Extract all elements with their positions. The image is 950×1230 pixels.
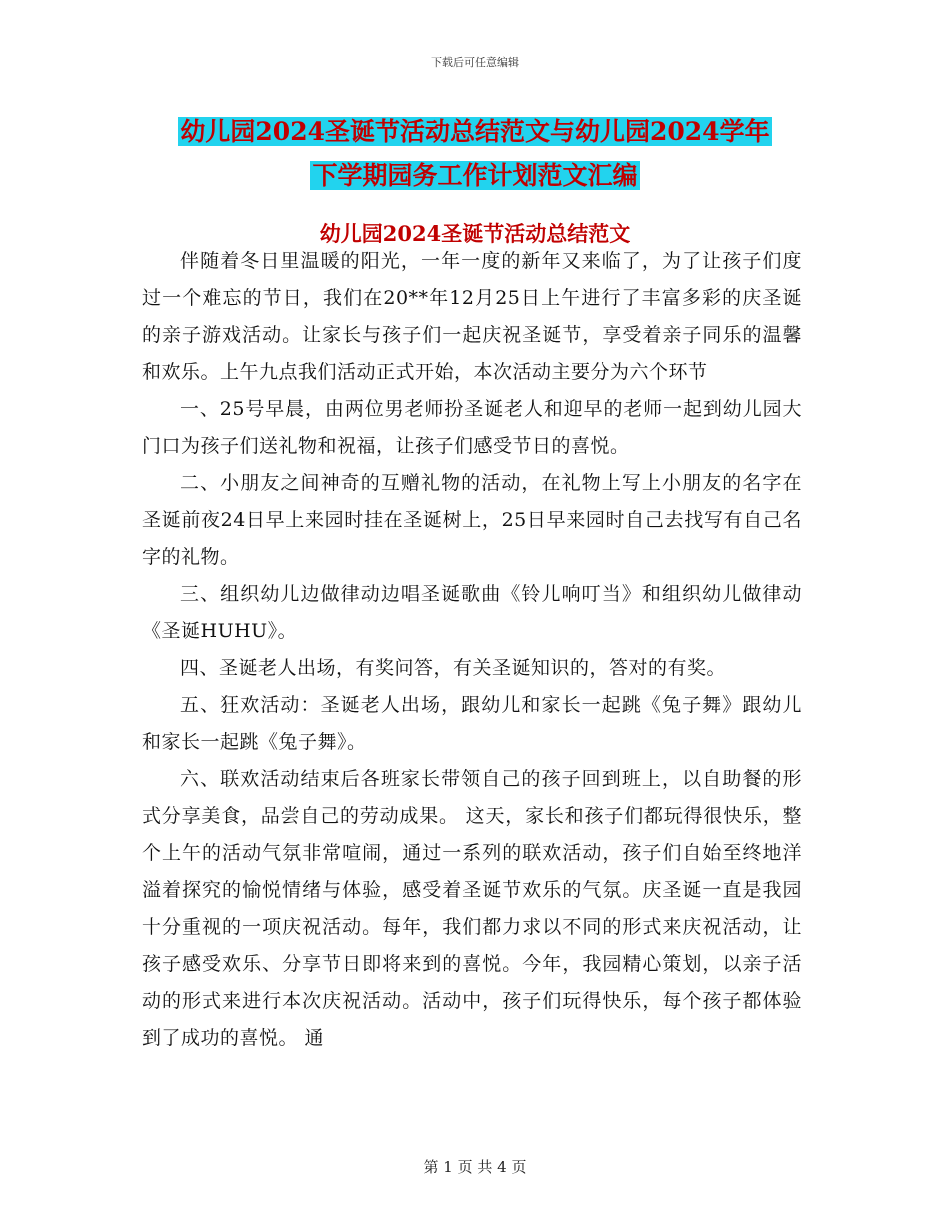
title-line-1: 幼儿园2024圣诞节活动总结范文与幼儿园2024学年 bbox=[180, 117, 770, 146]
page-footer: 第 1 页 共 4 页 bbox=[423, 1158, 527, 1176]
section-title: 幼儿园2024圣诞节活动总结范文 bbox=[319, 221, 631, 246]
title-line-2: 下学期园务工作计划范文汇编 bbox=[312, 161, 638, 190]
header-note: 下载后可任意编辑 bbox=[431, 56, 519, 69]
paragraph-item-3: 三、组织幼儿边做律动边唱圣诞歌曲《铃儿响叮当》和组织幼儿做律动《圣诞HUHU》。 bbox=[142, 583, 802, 642]
paragraph-item-6: 六、联欢活动结束后各班家长带领自己的孩子回到班上，以自助餐的形式分享美食，品尝自己的劳动成果。 这天，家长和孩子们都玩得很快乐，整个上午的活动气氛非常喧闹，通过一系列的联欢活动，孩子们自始至终地洋溢着探究的愉悦情绪与体验，感受着圣诞节欢乐的气氛。庆圣诞一直是我园十分重视的一项庆祝活动。每年，我们都力求以不同的形式来庆祝活动，让孩子感受欢乐、分享节日即将来到的喜悦。今年，我园精心策划，以亲子活动的形式来进行本次庆祝活动。活动中，孩子们玩得快乐，每个孩子都体验到了成功的喜悦。 通 bbox=[142, 768, 802, 1049]
paragraph-item-4: 四、圣诞老人出场，有奖问答，有关圣诞知识的，答对的有奖。 bbox=[180, 657, 727, 679]
paragraph-item-2: 二、小朋友之间神奇的互赠礼物的活动，在礼物上写上小朋友的名字在圣诞前夜24日早上来园时挂在圣诞树上，25日早来园时自己去找写有自己名字的礼物。 bbox=[142, 472, 802, 568]
paragraph-intro: 伴随着冬日里温暖的阳光，一年一度的新年又来临了，为了让孩子们度过一个难忘的节日，我们在20**年12月25日上午进行了丰富多彩的庆圣诞的亲子游戏活动。让家长与孩子们一起庆祝圣诞节，享受着亲子同乐的温馨和欢乐。上午九点我们活动正式开始，本次活动主要分为六个环节 bbox=[142, 250, 802, 383]
paragraph-item-1: 一、25号早晨，由两位男老师扮圣诞老人和迎早的老师一起到幼儿园大门口为孩子们送礼物和祝福，让孩子们感受节日的喜悦。 bbox=[142, 398, 802, 457]
paragraph-item-5: 五、狂欢活动：圣诞老人出场，跟幼儿和家长一起跳《兔子舞》跟幼儿和家长一起跳《兔子舞》。 bbox=[142, 694, 802, 753]
body-text bbox=[142, 243, 802, 1057]
document-title bbox=[140, 110, 810, 198]
